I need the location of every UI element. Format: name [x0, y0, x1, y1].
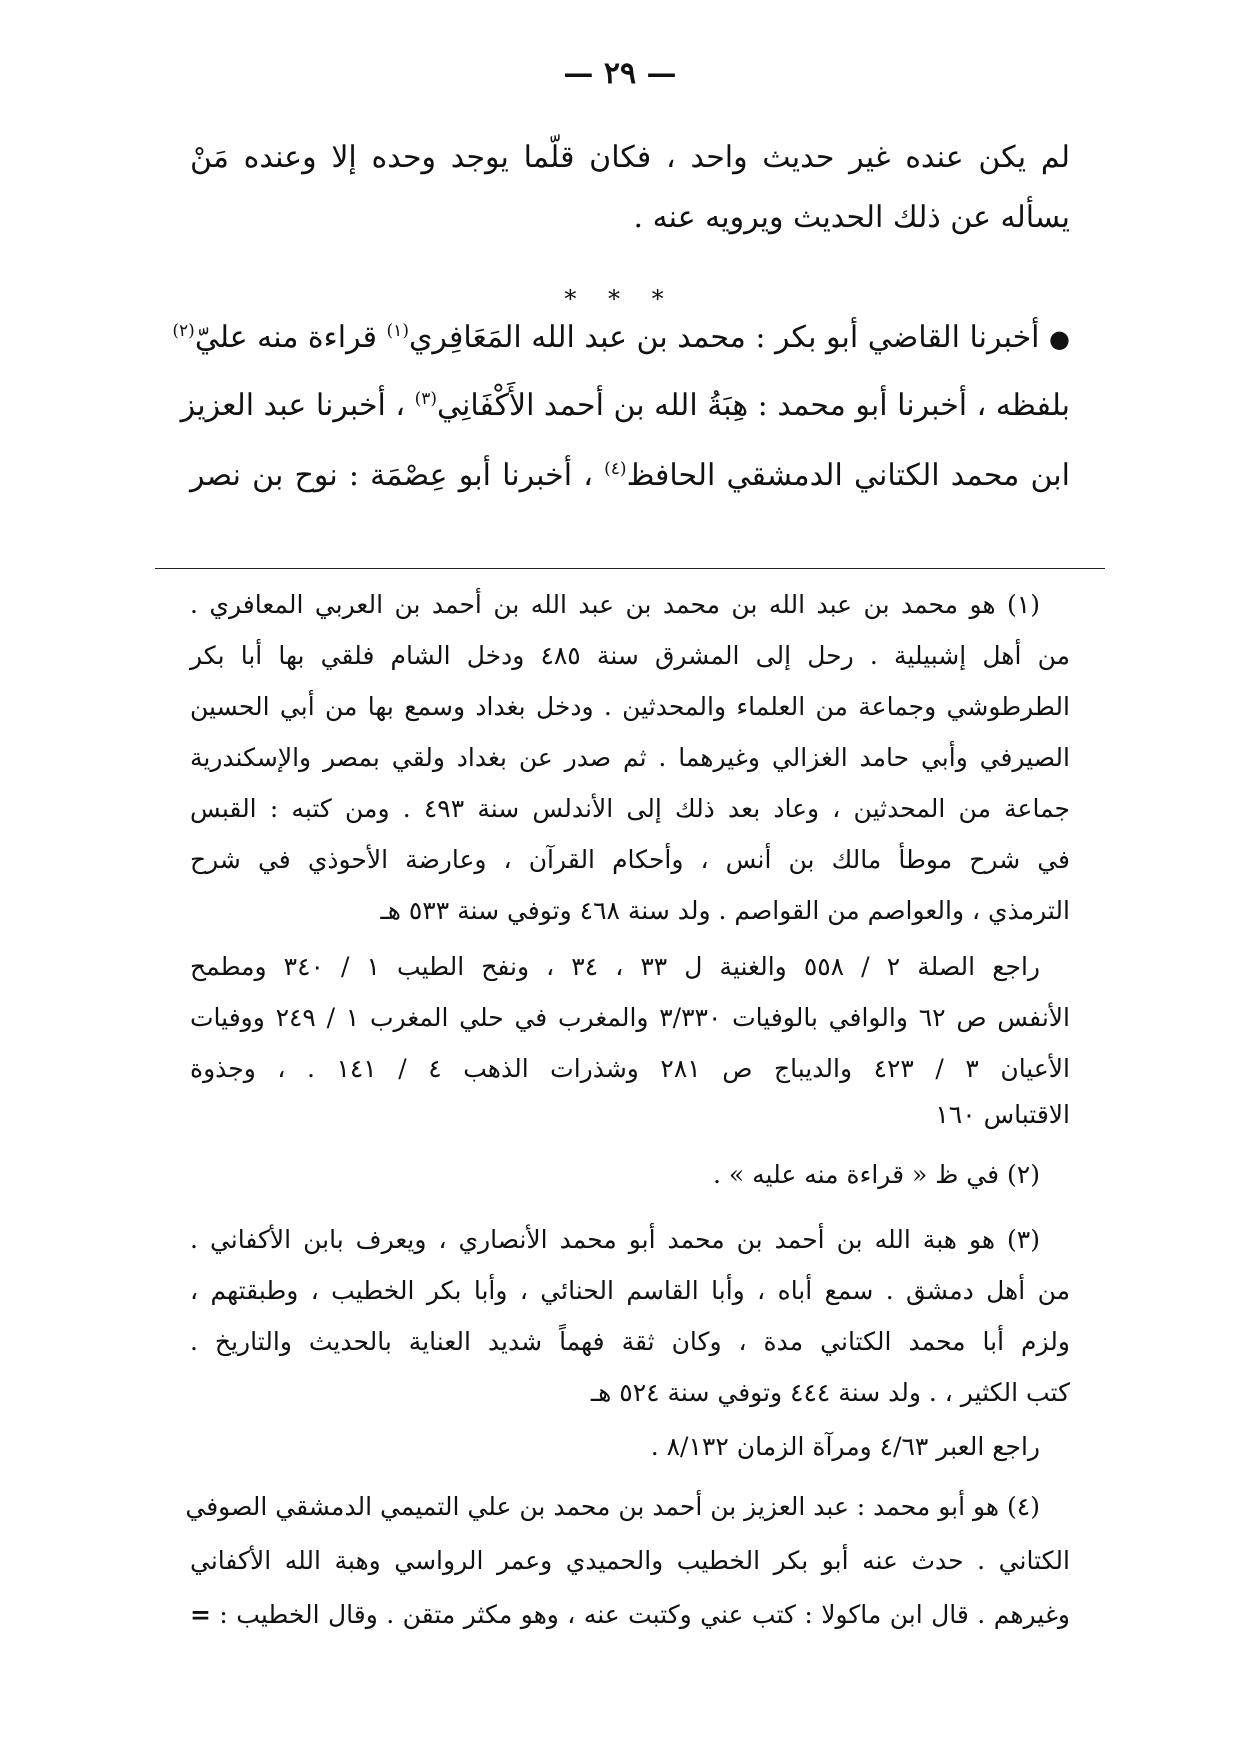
footnote-1-line-6: في شرح موطأ مالك بن أنس ، وأحكام القرآن ، وعارضة الأحوذي في شرح: [190, 845, 1070, 874]
footnote-4-line-3-text: وغيرهم . قال ابن ماكولا : كتب عني وكتبت عنه ، وهو مكثر متقن . وقال الخطيب :: [219, 1600, 1070, 1629]
footnote-2: (٢) في ظ « قراءة منه عليه » .: [713, 1160, 1040, 1189]
footnote-1-refs-line-3: الأعيان ٣ / ٤٢٣ والديباج ص ٢٨١ وشذرات الذهب ٤ / ١٤١ . ، وجذوة: [190, 1054, 1070, 1083]
body-line-1: لم يكن عنده غير حديث واحد ، فكان قلّما يوجد وحده إلا وعنده مَنْ: [190, 140, 1070, 175]
footnote-ref-4: (٤): [604, 459, 627, 479]
footnote-1-line-3: الطرطوشي وجماعة من العلماء والمحدثين . ودخل بغداد وسمع بها من أبي الحسين: [190, 692, 1070, 721]
isnad-line-1a: أخبرنا القاضي أبو بكر : محمد بن عبد الله المَعَافِري: [408, 320, 1040, 355]
footnote-ref-2: (٢): [172, 321, 195, 341]
footnote-1-line-2: من أهل إشبيلية . رحل إلى المشرق سنة ٤٨٥ ودخل الشام فلقي بها أبا بكر: [190, 641, 1070, 670]
section-separator: * * *: [564, 285, 676, 313]
body-line-2: يسأله عن ذلك الحديث ويرويه عنه .: [633, 200, 1070, 235]
footnote-1-refs-line-4: الاقتباس ١٦٠: [935, 1100, 1070, 1129]
footnote-1-line-1: (١) هو محمد بن عبد الله بن محمد بن عبد الله بن أحمد بن العربي المعافري .: [190, 590, 1040, 619]
footnote-1-refs-line-2: الأنفس ص ٦٢ والوافي بالوفيات ٣/٣٣٠ والمغرب في حلي المغرب ١ / ٢٤٩ ووفيات: [190, 1003, 1070, 1032]
footnote-divider: [155, 568, 1105, 569]
footnote-3-refs: راجع العبر ٤/٦٣ ومرآة الزمان ٨/١٣٢ .: [650, 1432, 1040, 1461]
continuation-mark: =: [190, 1600, 211, 1629]
footnote-4-line-3: [190, 1600, 1070, 1629]
footnote-1-line-5: جماعة من المحدثين ، وعاد بعد ذلك إلى الأندلس سنة ٤٩٣ . ومن كتبه : القبس: [190, 794, 1070, 823]
isnad-line-3b: ، أخبرنا أبو عِصْمَة : نوح بن نصر: [190, 458, 605, 493]
isnad-line-3: [190, 458, 1070, 493]
page-number: — ٢٩ —: [563, 56, 677, 91]
footnote-3-line-4: كتب الكثير ، . ولد سنة ٤٤٤ وتوفي سنة ٥٢٤ هـ: [590, 1378, 1070, 1407]
footnote-ref-1: (١): [386, 321, 409, 341]
footnote-ref-3: (٣): [414, 389, 437, 409]
footnote-4-line-2: الكتاني . حدث عنه أبو بكر الخطيب والحميدي وعمر الرواسي وهبة الله الأكفاني: [190, 1546, 1070, 1575]
isnad-line-2a: بلفظه ، أخبرنا أبو محمد : هِبَةُ الله بن أحمد الأَكْفَانِي: [437, 388, 1070, 423]
footnote-3-line-3: ولزم أبا محمد الكتاني مدة ، وكان ثقة فهماً شديد العناية بالحديث والتاريخ .: [190, 1327, 1070, 1356]
isnad-line-3a: ابن محمد الكتاني الدمشقي الحافظ: [626, 458, 1070, 493]
footnote-1-refs-line-1: راجع الصلة ٢ / ٥٥٨ والغنية ل ٣٣ ، ٣٤ ، ونفح الطيب ١ / ٣٤٠ ومطمح: [190, 952, 1040, 981]
footnote-1-line-7: الترمذي ، والعواصم من القواصم . ولد سنة ٤٦٨ وتوفي سنة ٥٣٣ هـ: [380, 896, 1070, 925]
footnote-3-line-2: من أهل دمشق . سمع أباه ، وأبا القاسم الحنائي ، وأبا بكر الخطيب ، وطبقتهم ،: [190, 1276, 1070, 1305]
footnote-1-line-4: الصيرفي وأبي حامد الغزالي وغيرهما . ثم صدر عن بغداد ولقي بمصر والإسكندرية: [190, 743, 1070, 772]
footnote-4-line-1: (٤) هو أبو محمد : عبد العزيز بن أحمد بن محمد بن علي التميمي الدمشقي الصوفي: [185, 1492, 1040, 1521]
isnad-line-2b: ، أخبرنا عبد العزيز: [180, 388, 415, 423]
isnad-line-2: [180, 388, 1070, 423]
bullet-icon: ●: [1049, 325, 1070, 353]
isnad-line-1b: قراءة منه عليّ: [194, 320, 387, 355]
isnad-line-1: [172, 320, 1070, 355]
footnote-3-line-1: (٣) هو هبة الله بن أحمد بن محمد أبو محمد الأنصاري ، ويعرف بابن الأكفاني .: [190, 1225, 1040, 1254]
